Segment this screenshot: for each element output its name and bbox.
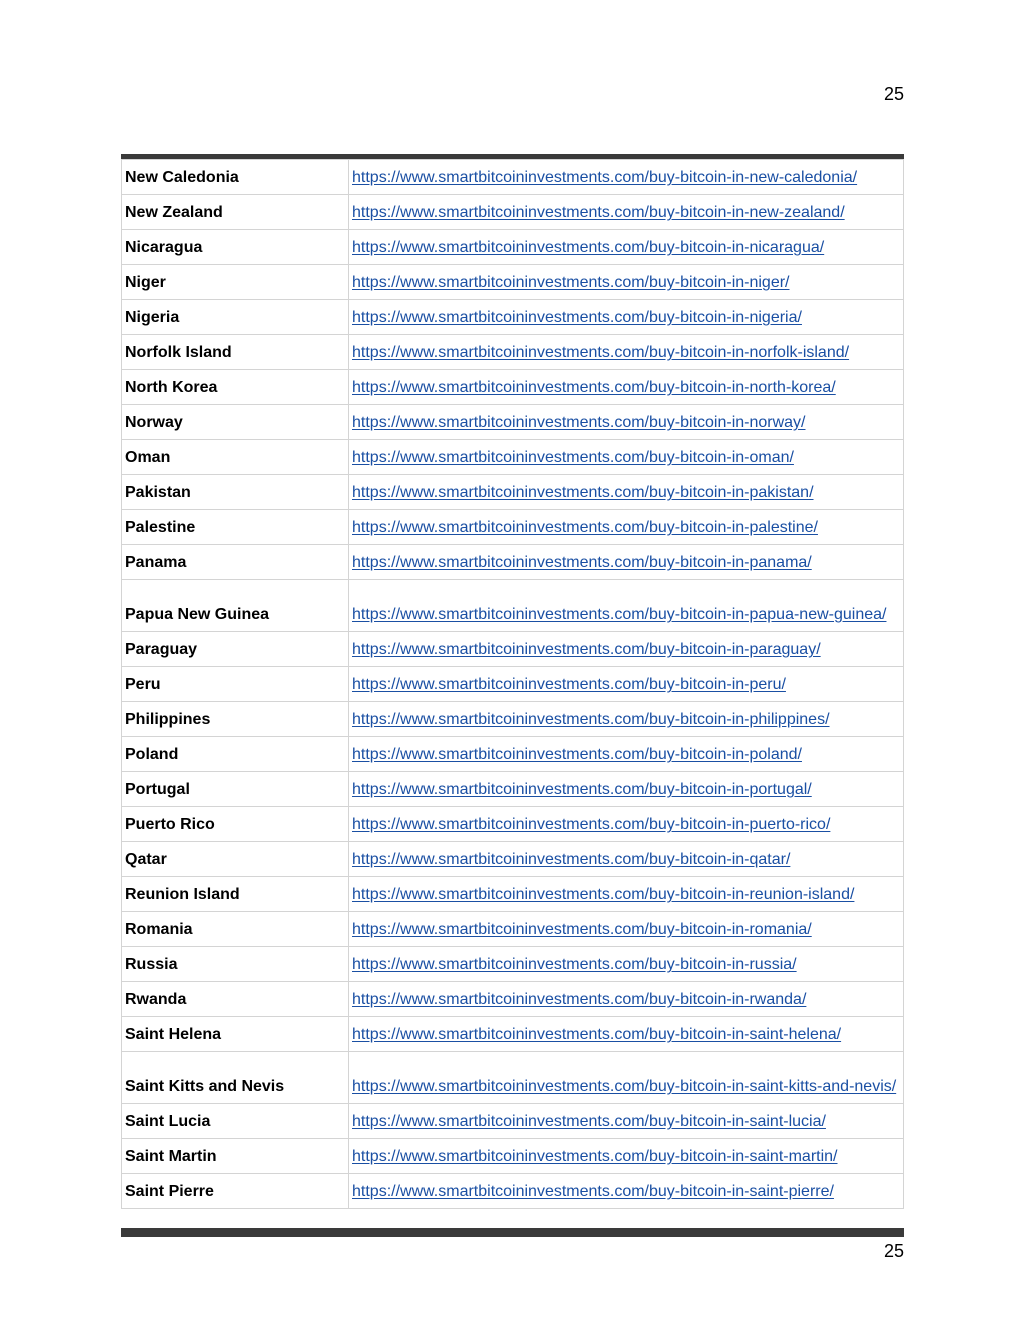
country-url-link[interactable]: https://www.smartbitcoininvestments.com/buy-bitcoin-in-papua-new-guinea/ <box>352 606 887 623</box>
url-cell <box>349 702 904 737</box>
country-name-cell: Philippines <box>122 702 349 737</box>
table-row <box>122 912 904 947</box>
country-name-cell: Nicaragua <box>122 230 349 265</box>
country-name-cell: Russia <box>122 947 349 982</box>
url-cell <box>349 667 904 702</box>
country-url-link[interactable]: https://www.smartbitcoininvestments.com/buy-bitcoin-in-new-zealand/ <box>352 204 845 221</box>
table-row <box>122 807 904 842</box>
country-url-link[interactable]: https://www.smartbitcoininvestments.com/buy-bitcoin-in-nigeria/ <box>352 309 802 326</box>
country-name-cell: Portugal <box>122 772 349 807</box>
table-row <box>122 1174 904 1209</box>
country-url-link[interactable]: https://www.smartbitcoininvestments.com/buy-bitcoin-in-north-korea/ <box>352 379 836 396</box>
country-name-cell: Norway <box>122 405 349 440</box>
table-row <box>122 1139 904 1174</box>
country-url-link[interactable]: https://www.smartbitcoininvestments.com/buy-bitcoin-in-saint-martin/ <box>352 1148 838 1165</box>
url-cell <box>349 912 904 947</box>
url-cell <box>349 510 904 545</box>
country-url-link[interactable]: https://www.smartbitcoininvestments.com/buy-bitcoin-in-portugal/ <box>352 781 812 798</box>
table-row <box>122 702 904 737</box>
table-body <box>122 160 904 1209</box>
country-url-link[interactable]: https://www.smartbitcoininvestments.com/buy-bitcoin-in-romania/ <box>352 921 812 938</box>
country-name-cell: Palestine <box>122 510 349 545</box>
url-cell <box>349 632 904 667</box>
country-name-cell: Papua New Guinea <box>122 580 349 632</box>
url-cell <box>349 545 904 580</box>
country-name-cell: Qatar <box>122 842 349 877</box>
country-url-link[interactable]: https://www.smartbitcoininvestments.com/buy-bitcoin-in-oman/ <box>352 449 794 466</box>
country-name-cell: Saint Helena <box>122 1017 349 1052</box>
url-cell <box>349 877 904 912</box>
table-row <box>122 632 904 667</box>
url-cell <box>349 475 904 510</box>
country-name-cell: New Caledonia <box>122 160 349 195</box>
page-number-bottom: 25 <box>883 1241 904 1261</box>
country-url-link[interactable]: https://www.smartbitcoininvestments.com/buy-bitcoin-in-russia/ <box>352 956 797 973</box>
url-cell <box>349 737 904 772</box>
country-url-link[interactable]: https://www.smartbitcoininvestments.com/buy-bitcoin-in-paraguay/ <box>352 641 821 658</box>
table-row <box>122 982 904 1017</box>
country-url-link[interactable]: https://www.smartbitcoininvestments.com/buy-bitcoin-in-puerto-rico/ <box>352 816 831 833</box>
url-cell <box>349 807 904 842</box>
url-cell <box>349 1174 904 1209</box>
country-name-cell: Norfolk Island <box>122 335 349 370</box>
country-name-cell: Niger <box>122 265 349 300</box>
country-url-link[interactable]: https://www.smartbitcoininvestments.com/buy-bitcoin-in-saint-kitts-and-nevis/ <box>352 1078 897 1095</box>
url-cell <box>349 300 904 335</box>
table-row <box>122 335 904 370</box>
country-name-cell: Nigeria <box>122 300 349 335</box>
url-cell <box>349 370 904 405</box>
url-cell <box>349 1017 904 1052</box>
country-name-cell: Saint Lucia <box>122 1104 349 1139</box>
table-row <box>122 947 904 982</box>
country-url-link[interactable]: https://www.smartbitcoininvestments.com/buy-bitcoin-in-saint-lucia/ <box>352 1113 826 1130</box>
table-row <box>122 667 904 702</box>
country-url-link[interactable]: https://www.smartbitcoininvestments.com/buy-bitcoin-in-saint-pierre/ <box>352 1183 834 1200</box>
table-row <box>122 842 904 877</box>
url-cell <box>349 842 904 877</box>
url-cell <box>349 405 904 440</box>
url-cell <box>349 982 904 1017</box>
country-url-link[interactable]: https://www.smartbitcoininvestments.com/buy-bitcoin-in-norway/ <box>352 414 806 431</box>
table-row <box>122 405 904 440</box>
table-row <box>122 195 904 230</box>
page-number-top: 25 <box>883 84 904 104</box>
country-link-table <box>121 159 904 1209</box>
url-cell <box>349 195 904 230</box>
table-row <box>122 370 904 405</box>
bottom-rule <box>121 1228 904 1237</box>
country-name-cell: Oman <box>122 440 349 475</box>
country-url-link[interactable]: https://www.smartbitcoininvestments.com/buy-bitcoin-in-peru/ <box>352 676 786 693</box>
country-url-link[interactable]: https://www.smartbitcoininvestments.com/buy-bitcoin-in-norfolk-island/ <box>352 344 850 361</box>
country-url-link[interactable]: https://www.smartbitcoininvestments.com/buy-bitcoin-in-saint-helena/ <box>352 1026 842 1043</box>
country-name-cell: Puerto Rico <box>122 807 349 842</box>
country-name-cell: Reunion Island <box>122 877 349 912</box>
table-row <box>122 877 904 912</box>
table-row <box>122 230 904 265</box>
country-url-link[interactable]: https://www.smartbitcoininvestments.com/buy-bitcoin-in-poland/ <box>352 746 802 763</box>
url-cell <box>349 1139 904 1174</box>
country-name-cell: Saint Kitts and Nevis <box>122 1052 349 1104</box>
table-row <box>122 510 904 545</box>
table-row <box>122 1017 904 1052</box>
country-url-link[interactable]: https://www.smartbitcoininvestments.com/buy-bitcoin-in-palestine/ <box>352 519 818 536</box>
url-cell <box>349 947 904 982</box>
url-cell <box>349 160 904 195</box>
table-row <box>122 1104 904 1139</box>
country-url-link[interactable]: https://www.smartbitcoininvestments.com/buy-bitcoin-in-panama/ <box>352 554 812 571</box>
url-cell <box>349 230 904 265</box>
country-name-cell: Poland <box>122 737 349 772</box>
country-name-cell: Rwanda <box>122 982 349 1017</box>
country-name-cell: Saint Martin <box>122 1139 349 1174</box>
table-row <box>122 440 904 475</box>
country-name-cell: Romania <box>122 912 349 947</box>
table-row <box>122 265 904 300</box>
country-name-cell: Paraguay <box>122 632 349 667</box>
url-cell <box>349 265 904 300</box>
table-row <box>122 300 904 335</box>
country-link-table-wrapper <box>121 159 904 1209</box>
country-name-cell: Pakistan <box>122 475 349 510</box>
url-cell <box>349 580 904 632</box>
url-cell <box>349 1104 904 1139</box>
url-cell <box>349 1052 904 1104</box>
table-row <box>122 545 904 580</box>
table-row <box>122 772 904 807</box>
table-row <box>122 160 904 195</box>
country-name-cell: Saint Pierre <box>122 1174 349 1209</box>
country-url-link[interactable]: https://www.smartbitcoininvestments.com/buy-bitcoin-in-philippines/ <box>352 711 830 728</box>
url-cell <box>349 335 904 370</box>
country-name-cell: Panama <box>122 545 349 580</box>
country-url-link[interactable]: https://www.smartbitcoininvestments.com/buy-bitcoin-in-rwanda/ <box>352 991 807 1008</box>
country-url-link[interactable]: https://www.smartbitcoininvestments.com/buy-bitcoin-in-new-caledonia/ <box>352 169 858 186</box>
table-row <box>122 580 904 632</box>
country-url-link[interactable]: https://www.smartbitcoininvestments.com/buy-bitcoin-in-niger/ <box>352 274 790 291</box>
country-url-link[interactable]: https://www.smartbitcoininvestments.com/buy-bitcoin-in-pakistan/ <box>352 484 814 501</box>
url-cell <box>349 772 904 807</box>
table-row <box>122 737 904 772</box>
table-row <box>122 1052 904 1104</box>
url-cell <box>349 440 904 475</box>
table-row <box>122 475 904 510</box>
country-url-link[interactable]: https://www.smartbitcoininvestments.com/buy-bitcoin-in-qatar/ <box>352 851 791 868</box>
country-name-cell: New Zealand <box>122 195 349 230</box>
country-url-link[interactable]: https://www.smartbitcoininvestments.com/buy-bitcoin-in-nicaragua/ <box>352 239 825 256</box>
country-url-link[interactable]: https://www.smartbitcoininvestments.com/buy-bitcoin-in-reunion-island/ <box>352 886 855 903</box>
country-name-cell: Peru <box>122 667 349 702</box>
country-name-cell: North Korea <box>122 370 349 405</box>
